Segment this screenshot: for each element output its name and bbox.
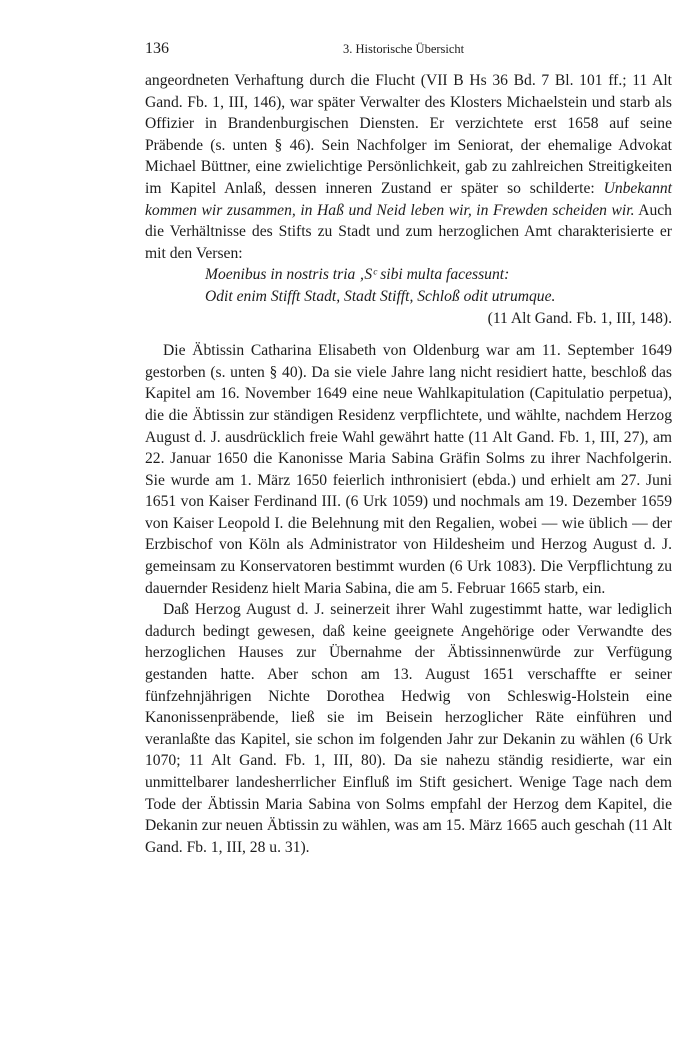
- paragraph: Daß Herzog August d. J. seinerzeit ihrer Wahl zugestimmt hatte, war lediglich dadurch bedingt gewesen, daß keine geeignete Angehörige oder Verwandte des herzoglichen Hauses zur Übernahme der Äbtissinnenwürde zur Verfügung gestanden hatte. Aber schon am 13. August 1651 verschaffte er seiner fünfzehnjährigen Nichte Dorothea Hedwig von Schleswig-Holstein eine Kanonissenpräbende, ließ sie im Beisein herzoglicher Räte einführen und veranlaßte das Kapitel, sie schon im folgenden Jahr zur Dekanin zu wählen (6 Urk 1070; 11 Alt Gand. Fb. 1, III, 80). Da sie nahezu ständig residierte, war ein unmittelbarer landesherrlicher Einfluß im Stift gesichert. Wenige Tage nach dem Tode der Äbtissin Maria Sabina von Solms empfahl der Herzog dem Kapitel, die Dekanin zur neuen Äbtissin zu wählen, was am 15. März 1665 auch geschah (11 Alt Gand. Fb. 1, III, 28 u. 31).: [145, 601, 672, 856]
- paragraph-continued: [145, 70, 672, 264]
- page-number: 136: [145, 40, 169, 57]
- quoted-saying: Unbekannt kommen wir zusammen, in Haß und Neid leben wir, in Frewden scheiden wir.: [145, 179, 672, 219]
- verse-line: Moenibus in nostris tria ‚Sᶜ sibi multa facessunt:: [205, 266, 510, 284]
- verse-block: [205, 264, 672, 307]
- paragraph: Die Äbtissin Catharina Elisabeth von Oldenburg war am 11. September 1649 gestorben (s. unten § 40). Da sie viele Jahre lang nicht residiert hatte, beschloß das Kapitel am 16. November 1649 eine neue Wahlkapitulation (Capitulatio perpetua), die die Äbtissin zur ständigen Residenz verpflichtete, und wählte, nachdem Herzog August d. J. ausdrücklich freie Wahl gewährt hatte (11 Alt Gand. Fb. 1, III, 27), am 22. Januar 1650 die Kanonisse Maria Sabina Gräfin Solms zu ihrer Nachfolgerin. Sie wurde am 1. März 1650 feierlich inthronisiert (ebda.) und erhielt am 27. Juni 1651 von Kaiser Ferdinand III. (6 Urk 1059) und nochmals am 19. Dezember 1659 von Kaiser Leopold I. die Belehnung mit den Regalien, wobei — wie üblich — der Erzbischof von Köln als Administrator von Hildesheim und Herzog August d. J. gemeinsam zu Konservatoren bestimmt wurden (6 Urk 1083). Die Verpflichtung zu dauernder Residenz hielt Maria Sabina, die am 5. Februar 1665 starb, ein.: [145, 342, 672, 597]
- paragraph-text: angeordneten Verhaftung durch die Flucht (VII B Hs 36 Bd. 7 Bl. 101 ff.; 11 Alt Gand. Fb. 1, III, 146), war später Verwalter des Klosters Michaelstein und starb als Offizier in Brandenburgischen Diensten. Er verzichtete erst 1658 auf seine Präbende (s. unten § 46). Sein Nachfolger im Seniorat, der ehemalige Advokat Michael Büttner, eine zwielichtige Persönlichkeit, gab zu zahlreichen Streitigkeiten im Kapitel Anlaß, dessen inneren Zustand er später so schilderte:: [145, 72, 672, 197]
- verse-line: Odit enim Stifft Stadt, Stadt Stifft, Schloß odit utrumque.: [205, 287, 556, 305]
- text-block: [145, 70, 672, 858]
- verse-citation: (11 Alt Gand. Fb. 1, III, 148).: [487, 309, 672, 327]
- paragraph-text: Auch die Verhältnisse des Stifts zu Stadt und zum herzoglichen Amt charakterisierte er mit den Versen:: [145, 201, 672, 262]
- running-head: 3. Historische Übersicht: [343, 42, 465, 56]
